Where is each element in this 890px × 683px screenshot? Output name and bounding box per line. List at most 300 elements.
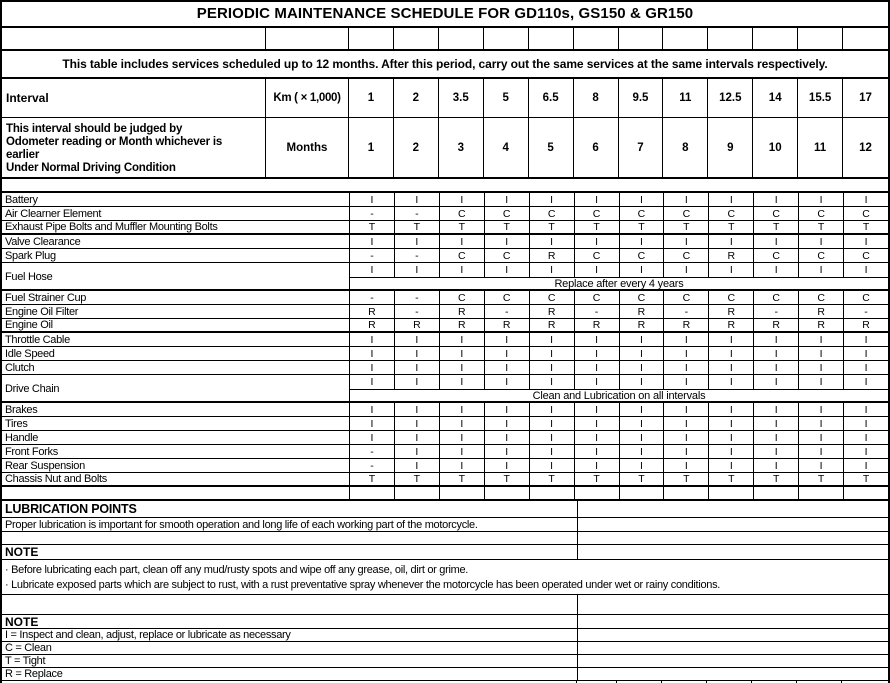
empty-cell	[843, 28, 888, 49]
mark-cell: I	[394, 193, 439, 206]
lubrication-section	[2, 501, 888, 560]
mark-cell: I	[529, 459, 574, 472]
empty-cell	[574, 28, 619, 49]
month-value-cell: 12	[859, 141, 872, 154]
mark-cell: I	[663, 361, 708, 374]
mark-cell: I	[843, 375, 888, 389]
mark-cell: C	[529, 291, 574, 304]
mark-cell: I	[529, 431, 574, 444]
mark-cell: I	[663, 235, 708, 248]
mark-cell: R	[753, 319, 798, 331]
mark-cell: I	[574, 193, 619, 206]
mark-cell: I	[843, 361, 888, 374]
mark-cell: I	[619, 375, 664, 389]
mark-cell: I	[663, 375, 708, 389]
row-label: Fuel Strainer Cup	[5, 291, 87, 304]
mark-cell: I	[663, 263, 708, 277]
maintenance-table	[2, 193, 888, 487]
table-row	[2, 403, 888, 417]
empty-cell	[708, 28, 753, 49]
mark-cell: I	[529, 403, 574, 416]
empty-cell	[529, 487, 574, 499]
mark-cell: C	[843, 291, 888, 304]
mark-cell: T	[484, 221, 529, 233]
mark-cell: -	[349, 291, 394, 304]
mark-cell: I	[439, 403, 484, 416]
mark-cell: I	[843, 263, 888, 277]
mark-cell: R	[663, 319, 708, 331]
mark-cell: C	[753, 207, 798, 220]
mark-cell: T	[529, 473, 574, 485]
row-label: Valve Clearance	[5, 235, 81, 248]
mark-cell: I	[394, 375, 439, 389]
mark-cell: I	[349, 403, 394, 416]
mark-cell: -	[349, 445, 394, 458]
empty-cell	[574, 487, 619, 499]
mark-cell: I	[349, 235, 394, 248]
km-value-cell: 12.5	[708, 79, 753, 118]
interval-note-line: This interval should be judged by	[6, 123, 183, 135]
row-label: Air Clearner Element	[5, 207, 102, 220]
mark-cell: I	[798, 403, 843, 416]
mark-cell: I	[574, 459, 619, 472]
mark-cell: I	[708, 431, 753, 444]
row-label: Fuel Hose	[5, 270, 53, 283]
mark-cell: I	[798, 235, 843, 248]
note-bullet-line: · Before lubricating each part, clean off any mud/rusty spots and wipe off any grease, oil, dirt or grime.	[5, 564, 469, 576]
mark-cell: R	[798, 319, 843, 331]
mark-cell: I	[439, 347, 484, 360]
empty-cell	[2, 595, 578, 614]
mark-cell: I	[708, 375, 753, 389]
empty-cell	[578, 518, 888, 531]
mark-cell: C	[574, 207, 619, 220]
mark-cell: C	[619, 291, 664, 304]
mark-cell: C	[484, 291, 529, 304]
mark-cell: T	[394, 473, 439, 485]
km-value-cell: 15.5	[798, 79, 843, 118]
table-row	[2, 193, 888, 207]
mark-cell: C	[663, 207, 708, 220]
empty-cell	[753, 487, 798, 499]
intro-note: This table includes services scheduled up to 12 months. After this period, carry out the same services at the same intervals respectively.	[2, 49, 888, 79]
row-label: Handle	[5, 431, 39, 444]
mark-cell: R	[529, 319, 574, 331]
page-title: PERIODIC MAINTENANCE SCHEDULE FOR GD110s, GS150 & GR150	[2, 2, 888, 28]
mark-cell: I	[574, 375, 619, 389]
table-row	[2, 207, 888, 221]
section-row	[2, 518, 888, 532]
mark-cell: I	[484, 375, 529, 389]
mark-cell: I	[708, 347, 753, 360]
mark-cell: T	[753, 221, 798, 233]
mark-cell: I	[619, 361, 664, 374]
mark-cell: I	[349, 333, 394, 346]
mark-cell: C	[574, 291, 619, 304]
month-value-cell: 10	[753, 118, 798, 177]
mark-cell: I	[349, 431, 394, 444]
mark-cell: T	[349, 473, 394, 485]
mark-cell: I	[843, 193, 888, 206]
mark-cell: I	[394, 333, 439, 346]
span-note-cell: Clean and Lubrication on all intervals	[349, 389, 888, 402]
mark-cell: C	[484, 207, 529, 220]
mark-cell: I	[349, 417, 394, 430]
empty-cell	[798, 487, 843, 499]
mark-cell: C	[439, 291, 484, 304]
table-row	[2, 333, 888, 347]
month-value-cell: 8	[663, 118, 708, 177]
mark-cell: I	[484, 361, 529, 374]
mark-cell: R	[529, 305, 574, 318]
row-label: Spark Plug	[5, 249, 56, 262]
mark-cell: I	[394, 403, 439, 416]
mark-cell: I	[394, 235, 439, 248]
section-row	[2, 668, 888, 681]
mark-cell: I	[753, 403, 798, 416]
section-row	[2, 532, 888, 545]
row-label: Clutch	[5, 361, 35, 374]
mark-cell: I	[798, 375, 843, 389]
mark-cell: I	[663, 403, 708, 416]
mark-cell: I	[798, 417, 843, 430]
mark-cell: I	[843, 347, 888, 360]
mark-cell: R	[349, 305, 394, 318]
mark-cell: R	[439, 305, 484, 318]
mark-cell: T	[439, 221, 484, 233]
mark-cell: I	[574, 403, 619, 416]
mark-cell: T	[753, 473, 798, 485]
note-title: NOTE	[2, 545, 578, 559]
row-label: Battery	[5, 193, 38, 206]
mark-cell: T	[663, 221, 708, 233]
legend-line: T = Tight	[2, 655, 578, 667]
mark-cell: C	[663, 249, 708, 262]
mark-cell: I	[619, 431, 664, 444]
mark-cell: I	[753, 333, 798, 346]
empty-cell	[484, 28, 529, 49]
empty-cell	[663, 487, 708, 499]
km-value-cell: 2	[394, 79, 439, 118]
table-row	[2, 445, 888, 459]
mark-cell: I	[349, 347, 394, 360]
mark-cell: I	[529, 417, 574, 430]
month-value-cell: 1	[349, 118, 394, 177]
mark-cell: I	[843, 235, 888, 248]
mark-cell: I	[753, 263, 798, 277]
mark-cell: I	[619, 445, 664, 458]
mark-cell: I	[843, 417, 888, 430]
mark-cell: C	[798, 207, 843, 220]
mark-cell: I	[529, 347, 574, 360]
mark-cell: -	[349, 459, 394, 472]
mark-cell: I	[394, 361, 439, 374]
km-value-cell: 1	[349, 79, 394, 118]
empty-cell	[394, 487, 439, 499]
empty-cell	[484, 487, 529, 499]
table-row	[2, 291, 888, 305]
table-row	[2, 375, 888, 403]
empty-cell	[2, 28, 266, 49]
mark-cell: I	[619, 417, 664, 430]
table-row	[2, 347, 888, 361]
empty-cell	[663, 28, 708, 49]
month-value-cell: 2	[394, 118, 439, 177]
mark-cell: I	[708, 417, 753, 430]
empty-cell	[439, 28, 484, 49]
mark-cell: I	[394, 431, 439, 444]
month-value-cell: 11	[798, 118, 843, 177]
mark-cell: I	[484, 431, 529, 444]
mark-cell: R	[439, 319, 484, 331]
mark-cell: I	[753, 417, 798, 430]
mark-cell: R	[529, 249, 574, 262]
months-label-cell: Months	[266, 118, 349, 177]
mark-cell: T	[529, 221, 574, 233]
mark-cell: -	[394, 207, 439, 220]
month-value-cell: 5	[529, 118, 574, 177]
mark-cell: I	[619, 333, 664, 346]
empty-row	[2, 532, 578, 544]
mark-cell: I	[349, 263, 394, 277]
mark-cell: C	[574, 249, 619, 262]
mark-cell: I	[394, 347, 439, 360]
mark-cell: I	[439, 235, 484, 248]
empty-cell	[2, 487, 349, 499]
mark-cell: T	[798, 221, 843, 233]
empty-cell	[578, 501, 888, 517]
lubrication-points-title: LUBRICATION POINTS	[2, 501, 578, 517]
row-label: Tires	[5, 417, 28, 430]
note-bullets	[2, 560, 888, 595]
empty-cell	[266, 28, 349, 49]
mark-cell: T	[484, 473, 529, 485]
mark-cell: I	[439, 459, 484, 472]
mark-cell: I	[484, 333, 529, 346]
mark-cell: -	[394, 305, 439, 318]
mark-cell: I	[484, 417, 529, 430]
mark-cell: T	[349, 221, 394, 233]
table-row	[2, 417, 888, 431]
mark-cell: I	[394, 263, 439, 277]
mark-cell: I	[529, 235, 574, 248]
span-note-cell: Replace after every 4 years	[349, 277, 888, 290]
month-value-cell: 7	[619, 118, 664, 177]
empty-grid-row	[2, 28, 888, 49]
empty-cell	[708, 487, 753, 499]
mark-cell: I	[843, 403, 888, 416]
empty-cell	[578, 655, 888, 667]
mark-cell: R	[798, 305, 843, 318]
row-label: Idle Speed	[5, 347, 55, 360]
mark-cell: I	[798, 361, 843, 374]
mark-cell: I	[708, 193, 753, 206]
mark-cell: I	[529, 263, 574, 277]
mark-cell: I	[619, 235, 664, 248]
mark-cell: I	[753, 361, 798, 374]
mark-cell: I	[439, 417, 484, 430]
mark-cell: I	[529, 333, 574, 346]
mark-cell: I	[439, 445, 484, 458]
mark-cell: I	[798, 431, 843, 444]
mark-cell: I	[484, 193, 529, 206]
mark-cell: I	[663, 333, 708, 346]
mark-cell: C	[439, 207, 484, 220]
mark-cell: I	[529, 361, 574, 374]
empty-cell	[394, 28, 439, 49]
km-value-cell: 3.5	[439, 79, 484, 118]
table-row	[2, 263, 888, 291]
interval-note-cell	[2, 118, 266, 177]
interval-note-line: Odometer reading or Month whichever is	[6, 136, 223, 148]
mark-cell: I	[753, 459, 798, 472]
km-label-cell: Km ( × 1,000)	[266, 79, 349, 118]
mark-cell: -	[484, 305, 529, 318]
mark-cell: I	[574, 361, 619, 374]
interval-label-cell: Interval	[2, 79, 266, 118]
mark-cell: I	[439, 263, 484, 277]
mark-cell: I	[484, 445, 529, 458]
mark-cell: I	[663, 417, 708, 430]
empty-cell	[578, 545, 888, 559]
section-row	[2, 642, 888, 655]
empty-cell	[753, 28, 798, 49]
empty-cell	[578, 532, 888, 544]
empty-cell	[578, 615, 888, 628]
spacer-row	[2, 179, 888, 193]
section-row	[2, 655, 888, 668]
empty-cell	[529, 28, 574, 49]
mark-cell: I	[843, 459, 888, 472]
mark-cell: R	[708, 305, 753, 318]
mark-cell: I	[574, 431, 619, 444]
mark-cell: T	[708, 473, 753, 485]
month-value-cell: 3	[439, 118, 484, 177]
mark-cell: T	[843, 221, 888, 233]
section-row	[2, 615, 888, 629]
note-title: NOTE	[2, 615, 578, 628]
mark-cell: R	[843, 319, 888, 331]
mark-cell: I	[529, 445, 574, 458]
mark-cell: I	[708, 445, 753, 458]
mark-cell: T	[619, 221, 664, 233]
mark-cell: R	[484, 319, 529, 331]
table-row	[2, 361, 888, 375]
month-value-cell: 4	[484, 118, 529, 177]
mark-cell: I	[439, 431, 484, 444]
mark-cell: I	[619, 459, 664, 472]
mark-cell: I	[439, 333, 484, 346]
mark-cell: -	[663, 305, 708, 318]
row-label: Engine Oil	[5, 319, 53, 331]
row-label: Exhaust Pipe Bolts and Muffler Mounting Bolts	[5, 221, 218, 233]
mark-cell: I	[798, 459, 843, 472]
note-bullet-line: · Lubricate exposed parts which are subject to rust, with a rust preventative spray whenever the motorcycle has been operated under wet or rainy conditions.	[5, 579, 721, 591]
mark-cell: I	[574, 235, 619, 248]
empty-cell	[349, 487, 394, 499]
empty-cell	[578, 595, 888, 614]
mark-cell: R	[619, 305, 664, 318]
empty-cell	[619, 28, 664, 49]
mark-cell: C	[663, 291, 708, 304]
interval-note-line: earlier	[6, 149, 40, 161]
mark-cell: I	[798, 347, 843, 360]
mark-cell: I	[574, 417, 619, 430]
mark-cell: I	[484, 459, 529, 472]
mark-cell: I	[619, 193, 664, 206]
mark-cell: R	[574, 319, 619, 331]
mark-cell: I	[484, 235, 529, 248]
row-label: Engine Oil Filter	[5, 305, 79, 318]
mark-cell: I	[439, 361, 484, 374]
mark-cell: I	[753, 235, 798, 248]
mark-cell: -	[394, 249, 439, 262]
interval-header	[2, 79, 888, 179]
mark-cell: I	[663, 431, 708, 444]
mark-cell: I	[663, 347, 708, 360]
empty-cell	[578, 642, 888, 654]
mark-cell: R	[708, 249, 753, 262]
table-row	[2, 305, 888, 319]
mark-cell: T	[574, 221, 619, 233]
mark-cell: C	[484, 249, 529, 262]
month-value-cell: 6	[574, 118, 619, 177]
empty-cell	[843, 487, 888, 499]
empty-cell	[439, 487, 484, 499]
mark-cell: C	[619, 207, 664, 220]
mark-cell: I	[708, 263, 753, 277]
mark-cell: -	[574, 305, 619, 318]
table-row	[2, 319, 888, 333]
legend-section	[2, 615, 888, 681]
km-value-cell: 17	[843, 79, 888, 118]
table-row	[2, 431, 888, 445]
mark-cell: I	[484, 263, 529, 277]
mark-cell: I	[843, 333, 888, 346]
mark-cell: I	[574, 445, 619, 458]
mark-cell: I	[843, 431, 888, 444]
mark-cell: I	[753, 445, 798, 458]
mark-cell: C	[753, 291, 798, 304]
legend-line: C = Clean	[2, 642, 578, 654]
km-value-cell: 8	[574, 79, 619, 118]
mark-cell: C	[439, 249, 484, 262]
mark-cell: C	[843, 207, 888, 220]
mark-cell: I	[798, 193, 843, 206]
mark-cell: R	[394, 319, 439, 331]
mark-cell: I	[394, 445, 439, 458]
mark-cell: C	[708, 207, 753, 220]
mark-cell: I	[619, 347, 664, 360]
mark-cell: R	[708, 319, 753, 331]
empty-cell	[578, 668, 888, 680]
row-label: Front Forks	[5, 445, 58, 458]
mark-cell: I	[708, 333, 753, 346]
mark-cell: I	[708, 361, 753, 374]
mark-cell: T	[843, 473, 888, 485]
mark-cell: I	[708, 459, 753, 472]
km-value-cell: 9.5	[619, 79, 664, 118]
mark-cell: C	[529, 207, 574, 220]
section-row	[2, 501, 888, 518]
mark-cell: I	[349, 361, 394, 374]
table-row	[2, 235, 888, 249]
mark-cell: C	[619, 249, 664, 262]
mark-cell: R	[619, 319, 664, 331]
empty-cell	[798, 28, 843, 49]
empty-data-row	[2, 487, 888, 501]
mark-cell: I	[663, 459, 708, 472]
